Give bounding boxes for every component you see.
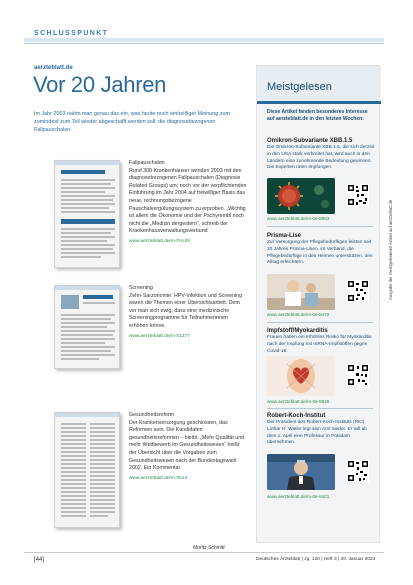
sidebar-item-head: Impfstoff/Myokarditis bbox=[267, 328, 328, 334]
portrait-photo-image bbox=[267, 454, 335, 490]
section-bar bbox=[24, 38, 384, 42]
sidebar-item-text: Der Präsident des Robert-Koch-Instituts (RKI) Lothar H. Wieler legt sein Amt nieder. Er will ab dem 1. April eine Professur in Potsdam übernehmen. bbox=[267, 420, 367, 446]
sidebar-item-omikron bbox=[267, 138, 377, 172]
sidebar-item-link[interactable]: www.aerzteblatt.de/m-0e-8472 bbox=[267, 312, 330, 317]
sidebar-item-text: Zur Versorgung der Pflegebedürftigen leisten seit 20 Jahren Prisma-Lisen, im Verband, die Pflegebedürftige in den Heimen unterstützen, den Alltag erleichtern. bbox=[267, 240, 373, 266]
entry-link[interactable]: www.aerzteblatt.de/m-01277 bbox=[129, 333, 190, 339]
entry-gesundheitsreform bbox=[129, 412, 247, 482]
article-thumbnail-3 bbox=[54, 412, 120, 528]
sidebar-item-text: Frauen haben ein erhöhtes Risiko für Myokarditis nach der Impfung mit mRNA-Impfstoffen gegen Covid-19. bbox=[267, 335, 372, 354]
entry-text: Rund 300 Krankenhäuser wenden 2003 mit den diagnosebezogenen Fallpauschalen (Diagnosis Related Groups) um; noch vor der verpflichtenden Einführung im Jahr 2004 auf freiwilliger Basis das neue, rechnungsbezogene Pauschalvergütungssystem zu erproben. „Wichtig ist allem die Ökonomie und der Pschyrembl noch nicht die „Medizin dergestern“, schreib der Krankenhausverwaltungsverbund bbox=[129, 167, 247, 235]
section-header: SCHLUSSPUNKT bbox=[34, 30, 109, 37]
heart-anatomy-image bbox=[267, 356, 335, 396]
sidebar-item-link[interactable]: www.aerzteblatt.de/m-0e-8401 bbox=[267, 494, 330, 499]
qr-code-icon[interactable] bbox=[347, 184, 369, 206]
sidebar-item-rki bbox=[267, 413, 377, 447]
page-number: [44] bbox=[34, 557, 45, 563]
qr-code-icon[interactable] bbox=[347, 364, 369, 386]
entry-screening bbox=[129, 285, 247, 340]
kicker: aerzteblatt.de bbox=[34, 65, 73, 71]
entry-link[interactable]: www.aerzteblatt.de/m-FAU/S bbox=[129, 238, 191, 244]
entry-label: Gesundheitsreform bbox=[129, 412, 175, 418]
entry-fallpauschalen bbox=[129, 160, 247, 246]
sidebar-item-text: Die Omikron-Subvariante XBB.1.5, die sich derzeit in den USA stark verbreitet hat, wird auch in den Ländern eine zunehmende Bedeutung gewinnen. Die Experten raten Impfungen. bbox=[267, 145, 375, 171]
sidebar-title: Meistgelesen bbox=[267, 81, 332, 93]
entry-label: Fallpauschalen bbox=[129, 160, 165, 166]
author: Moritz Schmitt bbox=[193, 545, 225, 551]
sidebar-item-impfstoff bbox=[267, 328, 377, 355]
vertical-note: Ausgabe der meistgelesenen Artikel auf aerzteblatt.de bbox=[388, 199, 393, 300]
qr-code-icon[interactable] bbox=[347, 460, 369, 482]
section-bar-line bbox=[24, 43, 384, 44]
qr-code-icon[interactable] bbox=[347, 280, 369, 302]
sidebar-item-prisma bbox=[267, 233, 377, 267]
sidebar-item-head: Robert-Koch-Institut bbox=[267, 413, 326, 419]
sidebar-item-head: Prisma-Lise bbox=[267, 233, 302, 239]
footer-rule bbox=[24, 552, 384, 553]
footer-citation: Deutsches Ärzteblatt | Jg. 120 | Heft 3 | 20. Januar 2023 bbox=[256, 557, 376, 562]
sidebar-item-link[interactable]: www.aerzteblatt.de/m-0e-8893 bbox=[267, 216, 330, 221]
sidebar-item-link[interactable]: www.aerzteblatt.de/m-0e-8848 bbox=[267, 399, 330, 404]
sidebar-meistgelesen bbox=[256, 65, 380, 543]
entry-link[interactable]: www.aerzteblatt.de/m-0514 bbox=[129, 475, 188, 481]
care-photo-image bbox=[267, 274, 335, 310]
article-thumbnail-2 bbox=[54, 285, 120, 369]
virus-image bbox=[267, 178, 335, 214]
entry-text: Zehn-Sarzonomie: HPV-Infektion und Screening waren die Themen einer Übersichtsarbeit. Dem vor man sich ewig, dass eine medizinische Screeningprogramme für Teilnehmerinnen erhöhen könne. bbox=[129, 292, 243, 329]
lead-text: Im Jahr 2003 nahm man genau das ein, was heute noch einheitliger Meinung zum zumindest zum Teil wieder abgeschafft werden soll: die diagnosebezogenen Fallpauschalen bbox=[34, 111, 230, 133]
sidebar-item-head: Omikron-Subvariante XBB.1.5 bbox=[267, 138, 353, 144]
sidebar-intro: Diese Artikel fanden besonderes Interesse auf aerzteblatt.de in den letzten Wochen: bbox=[267, 109, 368, 122]
entry-text: Der Krankenversorgung geschlossen, das Reformen sein. Die Kandidaten gesundheitsreformen – bleibt. „Mehr Qualität und mehr Wettbewerb im Gesundheitswesen“ heißt der Übersicht über die Vorgaben zum Gesundheitswesen nach der Bundestagswahl 2002. Ein Kommentar bbox=[129, 419, 245, 472]
article-thumbnail-1 bbox=[54, 160, 120, 268]
entry-label: Screening bbox=[129, 285, 153, 291]
page-title: Vor 20 Jahren bbox=[33, 72, 167, 97]
